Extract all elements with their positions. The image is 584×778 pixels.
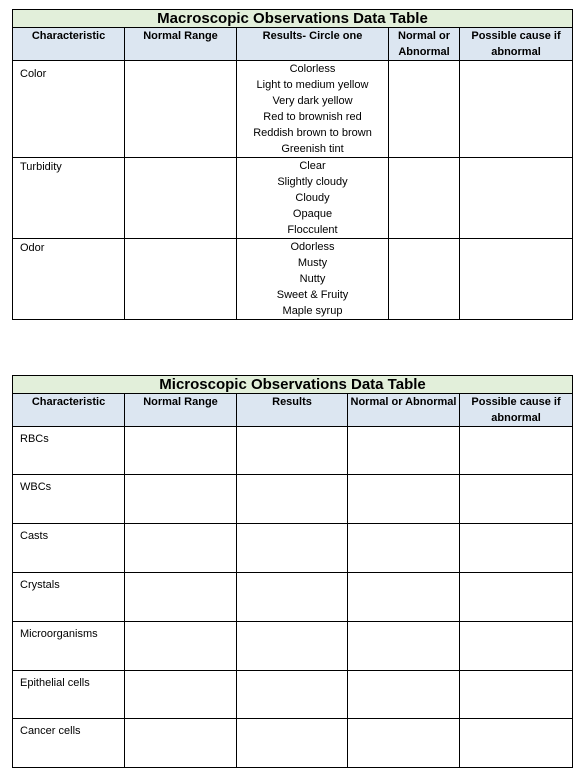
possible-cause-cell[interactable] (460, 239, 573, 320)
possible-cause-cell[interactable] (460, 61, 573, 158)
normal-range-cell[interactable] (125, 573, 237, 622)
macroscopic-table (12, 9, 573, 320)
possible-cause-cell[interactable] (460, 158, 573, 239)
results-options (237, 239, 389, 320)
characteristic-cell: Odor (13, 239, 125, 320)
result-option[interactable]: Flocculent (287, 224, 338, 236)
normal-or-abnormal-cell[interactable] (348, 427, 460, 475)
table-row (13, 719, 573, 768)
result-option[interactable]: Red to brownish red (263, 111, 362, 123)
header-normal-range: Normal Range (125, 28, 237, 61)
header-results: Results- Circle one (237, 28, 389, 61)
macroscopic-table-title: Macroscopic Observations Data Table (13, 10, 573, 28)
possible-cause-cell[interactable] (460, 524, 573, 573)
normal-range-cell[interactable] (125, 427, 237, 475)
header-characteristic: Characteristic (13, 28, 125, 61)
results-cell[interactable] (237, 524, 348, 573)
result-option[interactable]: Opaque (292, 208, 333, 220)
normal-range-cell[interactable] (125, 158, 237, 239)
table-row (13, 158, 573, 239)
results-options (237, 158, 389, 239)
header-normal-or-abnormal: Normal or Abnormal (389, 28, 460, 61)
result-option[interactable]: Musty (297, 257, 328, 269)
table-row (13, 475, 573, 524)
result-option[interactable]: Slightly cloudy (277, 176, 348, 188)
table-row (13, 622, 573, 671)
characteristic-cell: Cancer cells (13, 719, 125, 768)
characteristic-cell: Epithelial cells (13, 671, 125, 719)
normal-or-abnormal-cell[interactable] (348, 719, 460, 768)
header-possible-cause: Possible cause if abnormal (460, 28, 573, 61)
result-option[interactable]: Greenish tint (281, 143, 344, 155)
header-characteristic: Characteristic (13, 394, 125, 427)
characteristic-cell: Crystals (13, 573, 125, 622)
table-row (13, 671, 573, 719)
result-option[interactable]: Maple syrup (282, 305, 343, 317)
table-row (13, 239, 573, 320)
possible-cause-cell[interactable] (460, 671, 573, 719)
results-cell[interactable] (237, 427, 348, 475)
possible-cause-cell[interactable] (460, 475, 573, 524)
microscopic-table (12, 375, 573, 768)
possible-cause-cell[interactable] (460, 427, 573, 475)
microscopic-table-title: Microscopic Observations Data Table (13, 376, 573, 394)
normal-or-abnormal-cell[interactable] (389, 239, 460, 320)
possible-cause-cell[interactable] (460, 622, 573, 671)
result-option[interactable]: Reddish brown to brown (253, 127, 372, 139)
header-normal-range: Normal Range (125, 394, 237, 427)
normal-or-abnormal-cell[interactable] (389, 158, 460, 239)
normal-or-abnormal-cell[interactable] (348, 573, 460, 622)
result-option[interactable]: Clear (299, 160, 326, 172)
characteristic-cell: RBCs (13, 427, 125, 475)
result-option[interactable]: Light to medium yellow (256, 79, 369, 91)
result-option[interactable]: Very dark yellow (272, 95, 353, 107)
header-results: Results (237, 394, 348, 427)
characteristic-cell: Casts (13, 524, 125, 573)
table-row (13, 427, 573, 475)
result-option[interactable]: Nutty (299, 273, 326, 285)
result-option[interactable]: Cloudy (295, 192, 330, 204)
results-options (237, 61, 389, 158)
normal-or-abnormal-cell[interactable] (348, 622, 460, 671)
normal-range-cell[interactable] (125, 719, 237, 768)
possible-cause-cell[interactable] (460, 573, 573, 622)
characteristic-cell: Microorganisms (13, 622, 125, 671)
header-normal-or-abnormal: Normal or Abnormal (348, 394, 460, 427)
results-cell[interactable] (237, 573, 348, 622)
normal-range-cell[interactable] (125, 622, 237, 671)
results-cell[interactable] (237, 475, 348, 524)
normal-range-cell[interactable] (125, 239, 237, 320)
characteristic-cell: WBCs (13, 475, 125, 524)
results-cell[interactable] (237, 719, 348, 768)
header-possible-cause: Possible cause if abnormal (460, 394, 573, 427)
normal-range-cell[interactable] (125, 671, 237, 719)
characteristic-cell: Turbidity (13, 158, 125, 239)
result-option[interactable]: Odorless (290, 241, 335, 253)
normal-or-abnormal-cell[interactable] (348, 524, 460, 573)
normal-or-abnormal-cell[interactable] (348, 671, 460, 719)
table-row (13, 61, 573, 158)
characteristic-cell: Color (13, 61, 125, 158)
normal-or-abnormal-cell[interactable] (348, 475, 460, 524)
possible-cause-cell[interactable] (460, 719, 573, 768)
normal-range-cell[interactable] (125, 524, 237, 573)
table-row (13, 573, 573, 622)
results-cell[interactable] (237, 622, 348, 671)
table-row (13, 524, 573, 573)
results-cell[interactable] (237, 671, 348, 719)
result-option[interactable]: Sweet & Fruity (276, 289, 349, 301)
normal-range-cell[interactable] (125, 475, 237, 524)
normal-range-cell[interactable] (125, 61, 237, 158)
normal-or-abnormal-cell[interactable] (389, 61, 460, 158)
result-option[interactable]: Colorless (289, 63, 336, 75)
